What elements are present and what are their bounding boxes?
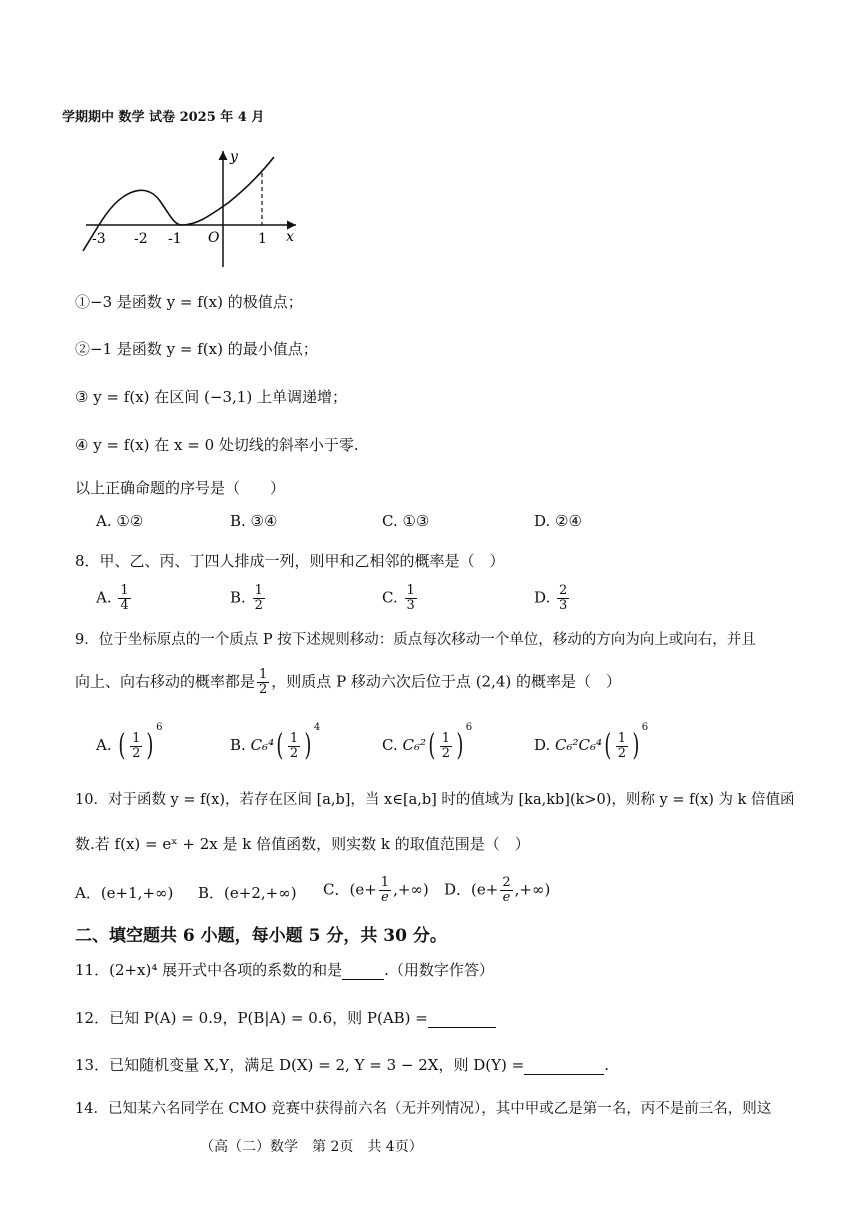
paren: ) xyxy=(146,728,154,763)
q10-option-c[interactable] xyxy=(323,876,429,905)
q9-text-a: 向上、向右移动的概率都是 xyxy=(75,672,256,691)
question-9-line2 xyxy=(75,668,621,697)
fraction: $\frac{1}{e}$ xyxy=(380,875,390,905)
exponent: 4 xyxy=(313,722,321,733)
q12-text: 12．已知 P(A) = 0.9，P(B|A) = 0.6，则 P(AB) = xyxy=(75,1009,428,1027)
q8-option-b[interactable] xyxy=(230,584,267,613)
exponent: 6 xyxy=(465,722,473,733)
answer-blank[interactable] xyxy=(428,1011,496,1028)
q9-option-c[interactable] xyxy=(382,722,472,761)
statement-2: ②−1 是函数 y = f(x) 的最小值点； xyxy=(75,340,318,358)
exponent: 6 xyxy=(156,722,163,733)
fraction: $\frac{2}{e}$ xyxy=(502,875,511,905)
page-footer: （高（二）数学 第 2页 共 4页） xyxy=(200,1139,423,1155)
question-14: 14．已知某六名同学在 CMO 竞赛中获得前六名（无并列情况），其中甲或乙是第一名，丙不是前三名，则这 xyxy=(75,1101,772,1117)
fraction: $\frac{1}{2}$ xyxy=(289,730,299,761)
tick-label: -3 xyxy=(92,231,106,247)
expr-post: ,+∞) xyxy=(393,880,429,899)
exam-header: 学期期中 数学 试卷 2025 年 4 月 xyxy=(62,110,265,125)
q8-option-c[interactable] xyxy=(382,584,419,613)
option-label: D． xyxy=(444,880,472,899)
paren: ) xyxy=(304,728,312,763)
option-label: D. xyxy=(534,588,551,607)
function-graph xyxy=(78,145,308,275)
question-10-line1: 10．对于函数 y = f(x)，若存在区间 [a,b]，当 x∈[a,b] 时的值域为 [ka,kb](k>0)，则称 y = f(x) 为 k 倍值函 xyxy=(75,792,795,808)
q9-option-d[interactable] xyxy=(534,722,648,761)
tick-label: 1 xyxy=(258,231,267,247)
paren: ( xyxy=(118,728,126,763)
expr-pre: (e+ xyxy=(471,880,499,899)
paren: ( xyxy=(428,728,436,763)
option-label: B. xyxy=(230,736,246,754)
paren: ( xyxy=(604,728,612,763)
fraction: $\frac{1}{2}$ xyxy=(617,730,627,761)
q9-option-a[interactable] xyxy=(96,722,162,761)
fraction: $\frac{1}{4}$ xyxy=(120,583,129,613)
coefficient: C₆²C₆⁴ xyxy=(555,736,603,754)
q13-text: 13．已知随机变量 X,Y，满足 D(X) = 2, Y = 3 − 2X，则 D(Y) = xyxy=(75,1056,525,1074)
q10-option-b[interactable]: B．(e+2,+∞) xyxy=(198,884,297,902)
question-prompt: 以上正确命题的序号是（ ） xyxy=(75,479,286,497)
option-a[interactable]: A. ①② xyxy=(96,512,144,530)
tick-label: -1 xyxy=(168,231,182,247)
option-label: C． xyxy=(323,880,350,899)
exponent: 6 xyxy=(641,722,649,733)
option-label: A. xyxy=(96,736,112,754)
statement-4: ④ y = f(x) 在 x = 0 处切线的斜率小于零. xyxy=(75,436,359,454)
q13-tail: . xyxy=(604,1056,609,1074)
q9-text-b: ，则质点 P 移动六次后位于点 (2,4) 的概率是（ ） xyxy=(271,672,622,691)
statement-3: ③ y = f(x) 在区间 (−3,1) 上单调递增； xyxy=(75,388,347,406)
coefficient: C₆⁴ xyxy=(250,736,275,754)
y-axis-label: y xyxy=(230,149,238,165)
q11-tail: .（用数字作答） xyxy=(384,961,494,979)
q9-option-b[interactable] xyxy=(230,722,320,761)
option-label: D. xyxy=(534,736,551,754)
option-c[interactable]: C. ①③ xyxy=(382,512,430,530)
option-label: A. xyxy=(96,588,112,607)
expr-post: ,+∞) xyxy=(514,880,551,899)
fraction: $\frac{1}{2}$ xyxy=(132,730,141,761)
question-10-line2: 数.若 f(x) = eˣ + 2x 是 k 倍值函数，则实数 k 的取值范围是（ ） xyxy=(75,835,530,853)
fraction: $\frac{1}{3}$ xyxy=(406,583,415,613)
paren: ) xyxy=(456,728,464,763)
option-label: C. xyxy=(382,736,398,754)
paren: ) xyxy=(632,728,640,763)
q11-text: 11．(2+x)⁴ 展开式中各项的系数的和是 xyxy=(75,961,343,979)
fraction: $\frac{1}{2}$ xyxy=(254,583,263,613)
origin-label: O xyxy=(208,230,220,246)
option-label: B. xyxy=(230,588,246,607)
question-13 xyxy=(75,1055,609,1075)
answer-blank[interactable] xyxy=(524,1058,604,1075)
option-d[interactable]: D. ②④ xyxy=(534,512,582,530)
paren: ( xyxy=(276,728,284,763)
question-9-line1: 9．位于坐标原点的一个质点 P 按下述规则移动：质点每次移动一个单位，移动的方向为向上或向右，并且 xyxy=(75,632,756,648)
option-b[interactable]: B. ③④ xyxy=(230,512,278,530)
q8-option-d[interactable] xyxy=(534,584,571,613)
q8-option-a[interactable] xyxy=(96,584,133,613)
statement-1: ①−3 是函数 y = f(x) 的极值点； xyxy=(75,293,303,311)
fraction: $\frac{2}{3}$ xyxy=(559,583,568,613)
expr-pre: (e+ xyxy=(349,880,377,899)
answer-blank[interactable] xyxy=(342,963,384,980)
section-heading: 二、填空题共 6 小题，每小题 5 分，共 30 分。 xyxy=(75,926,447,946)
question-8: 8．甲、乙、丙、丁四人排成一列，则甲和乙相邻的概率是（ ） xyxy=(75,552,505,570)
coefficient: C₆² xyxy=(402,736,427,754)
x-axis-label: x xyxy=(286,229,294,245)
q10-option-d[interactable] xyxy=(444,876,550,905)
fraction: $\frac{1}{2}$ xyxy=(441,730,451,761)
question-11 xyxy=(75,960,494,980)
question-12 xyxy=(75,1008,496,1028)
tick-label: -2 xyxy=(134,231,148,247)
q10-option-a[interactable]: A．(e+1,+∞) xyxy=(75,884,174,902)
option-label: C. xyxy=(382,588,398,607)
fraction: $\frac{1}{2}$ xyxy=(259,667,268,697)
